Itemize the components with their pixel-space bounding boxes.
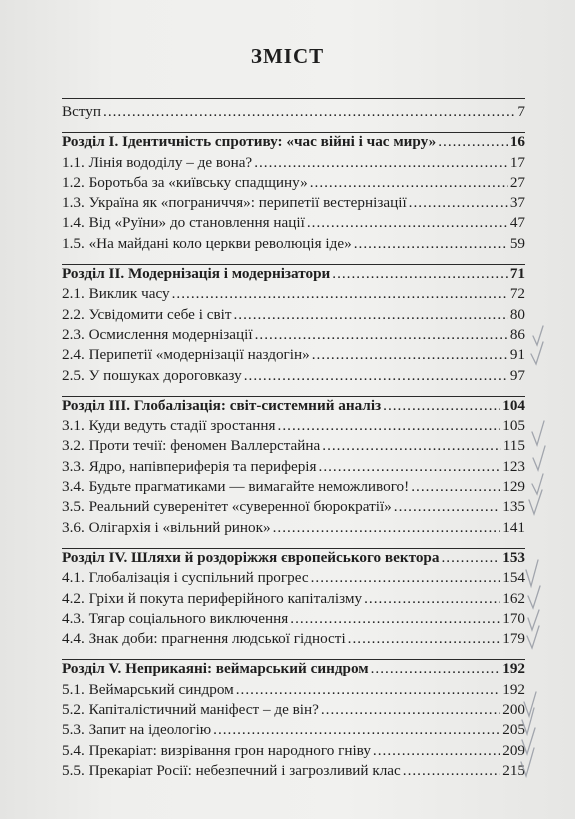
dot-leader: [409, 194, 508, 212]
dot-leader: [172, 285, 508, 303]
toc-entry-label: 2.2. Усвідомити себе і світ: [62, 305, 232, 323]
toc-entry-label: 1.4. Від «Руїни» до становлення нації: [62, 214, 305, 232]
dot-leader: [321, 701, 500, 719]
toc-entry: [62, 519, 525, 539]
toc-entry-label: 5.4. Прекаріат: визрівання грон народного гніву: [62, 741, 371, 759]
dot-leader: [364, 590, 500, 608]
toc-entry-label: 3.4. Будьте прагматиками — вимагайте неможливого!: [62, 478, 410, 496]
toc-page-number: 135: [502, 498, 525, 516]
dot-leader: [312, 346, 508, 364]
toc-entry-label: 4.2. Гріхи й покута периферійного капіталізму: [62, 589, 363, 607]
toc-page-number: 27: [509, 173, 525, 191]
dot-leader: [411, 478, 500, 496]
toc-entry: [62, 326, 525, 346]
toc-chapter: [62, 397, 525, 417]
dot-leader: [354, 235, 508, 253]
dot-leader: [234, 306, 508, 324]
dot-leader: [213, 721, 500, 739]
toc-entry-label: 1.1. Лінія вододілу – де вона?: [62, 153, 253, 171]
toc-entry-intro: [62, 103, 525, 123]
toc-entry-label: 3.1. Куди ведуть стадії зростання: [62, 417, 276, 435]
dot-leader: [438, 133, 508, 151]
toc-page-number: 192: [502, 680, 525, 698]
toc-entry-label: 4.1. Глобалізація і суспільний прогрес: [62, 569, 309, 587]
toc-entry-label: 2.3. Осмислення модернізації: [62, 325, 253, 343]
toc-chapter: [62, 133, 525, 153]
toc-page-number: 205: [502, 721, 525, 739]
toc-entry-label: 3.5. Реальний суверенітет «суверенної бюрократії»: [62, 498, 392, 516]
toc-page-number: 200: [502, 701, 525, 719]
toc-entry: [62, 590, 525, 610]
toc-page-number: 91: [509, 346, 525, 364]
dot-leader: [244, 367, 508, 385]
toc-entry: [62, 478, 525, 498]
toc-entry-label: 1.2. Боротьба за «київську спадщину»: [62, 173, 308, 191]
table-of-contents: [62, 98, 525, 782]
toc-page-number: 72: [509, 285, 525, 303]
toc-entry: [62, 762, 525, 782]
toc-entry: [62, 742, 525, 762]
dot-leader: [255, 326, 508, 344]
toc-entry-label: 2.5. У пошуках дороговказу: [62, 366, 242, 384]
toc-entry-label: 5.1. Веймарський синдром: [62, 680, 234, 698]
toc-entry: [62, 367, 525, 387]
check-mark-icon: [528, 586, 540, 608]
check-mark-icon: [532, 474, 543, 494]
toc-page-number: 80: [509, 305, 525, 323]
check-mark-icon: [533, 446, 545, 470]
toc-page-number: 170: [502, 609, 525, 627]
toc-page-number: 104: [502, 396, 525, 414]
toc-page-number: 141: [502, 518, 525, 536]
section-divider: [62, 98, 525, 99]
check-mark-icon: [527, 626, 539, 648]
toc-page-number: 86: [509, 325, 525, 343]
toc-entry-label: 4.4. Знак доби: прагнення людської гідності: [62, 630, 346, 648]
dot-leader: [348, 630, 501, 648]
toc-page-number: 209: [502, 741, 525, 759]
toc-entry: [62, 235, 525, 255]
page-title: ЗМІСТ: [250, 44, 325, 68]
toc-entry: [62, 174, 525, 194]
dot-leader: [373, 742, 500, 760]
toc-page-number: 7: [517, 103, 525, 120]
toc-page-number: 192: [502, 660, 525, 678]
dot-leader: [273, 519, 501, 537]
toc-entry: [62, 285, 525, 305]
dot-leader: [103, 103, 515, 121]
check-mark-icon: [528, 610, 539, 630]
toc-entry-label: Вступ: [62, 103, 102, 120]
dot-leader: [290, 610, 500, 628]
check-mark-icon: [531, 342, 543, 364]
toc-page-number: 105: [502, 417, 525, 435]
toc-chapter-label: Розділ IV. Шляхи й роздоріжжя європейського вектора: [62, 548, 440, 566]
toc-entry: [62, 306, 525, 326]
dot-leader: [322, 437, 501, 455]
check-mark-icon: [529, 490, 542, 514]
toc-entry-label: 1.5. «На майдані коло церкви революція іде»: [62, 234, 352, 252]
toc-chapter-label: Розділ V. Неприкаяні: веймарський синдром: [62, 660, 369, 678]
toc-entry: [62, 630, 525, 650]
toc-page-number: 115: [502, 437, 525, 455]
check-mark-icon: [533, 326, 543, 345]
dot-leader: [383, 397, 500, 415]
toc-entry: [62, 346, 525, 366]
toc-entry: [62, 681, 525, 701]
toc-page-number: 37: [509, 194, 525, 212]
toc-page-number: 17: [509, 153, 525, 171]
toc-entry-label: 2.4. Перипетії «модернізації наздогін»: [62, 346, 310, 364]
dot-leader: [441, 549, 500, 567]
toc-entry: [62, 610, 525, 630]
toc-page-number: 153: [502, 548, 525, 566]
toc-entry: [62, 154, 525, 174]
dot-leader: [254, 154, 508, 172]
toc-entry-label: 4.3. Тягар соціального виключення: [62, 609, 289, 627]
toc-entry-label: 5.3. Запит на ідеологію: [62, 721, 212, 739]
dot-leader: [394, 498, 500, 516]
toc-entry-label: 2.1. Виклик часу: [62, 285, 170, 303]
toc-chapter: [62, 660, 525, 680]
dot-leader: [307, 214, 508, 232]
toc-entry-label: 5.5. Прекаріат Росії: небезпечний і загрозливий клас: [62, 761, 401, 779]
check-mark-icon: [532, 421, 544, 445]
dot-leader: [371, 660, 501, 678]
dot-leader: [403, 762, 500, 780]
toc-entry-label: 5.2. Капіталістичний маніфест – де він?: [62, 701, 319, 719]
toc-entry-label: 3.2. Проти течії: феномен Валлерстайна: [62, 437, 321, 455]
toc-entry: [62, 417, 525, 437]
toc-entry: [62, 458, 525, 478]
toc-chapter-label: Розділ І. Ідентичність спротиву: «час війні і час миру»: [62, 133, 437, 151]
toc-page-number: 154: [502, 569, 525, 587]
toc-chapter-label: Розділ ІІ. Модернізація і модернізатори: [62, 265, 331, 283]
toc-entry: [62, 437, 525, 457]
toc-entry: [62, 214, 525, 234]
toc-chapter-label: Розділ ІІІ. Глобалізація: світ-системний аналіз: [62, 396, 382, 414]
toc-page-number: 129: [502, 478, 525, 496]
toc-page-number: 59: [509, 234, 525, 252]
toc-page-number: 97: [509, 366, 525, 384]
dot-leader: [236, 681, 500, 699]
dot-leader: [278, 417, 501, 435]
toc-entry-label: 3.3. Ядро, напівпериферія та периферія: [62, 457, 317, 475]
check-mark-icon: [524, 692, 536, 716]
toc-page-number: 215: [502, 761, 525, 779]
toc-page-number: 47: [509, 214, 525, 232]
toc-entry: [62, 194, 525, 214]
check-mark-icon: [526, 560, 538, 586]
toc-entry: [62, 569, 525, 589]
dot-leader: [319, 458, 501, 476]
toc-page-number: 16: [509, 133, 525, 151]
toc-page-number: 123: [502, 457, 525, 475]
toc-entry: [62, 721, 525, 741]
toc-page-number: 179: [502, 630, 525, 648]
toc-entry: [62, 498, 525, 518]
toc-chapter: [62, 265, 525, 285]
dot-leader: [310, 174, 508, 192]
toc-page-number: 162: [502, 589, 525, 607]
dot-leader: [332, 265, 508, 283]
toc-entry: [62, 701, 525, 721]
toc-entry-label: 3.6. Олігархія і «вільний ринок»: [62, 518, 271, 536]
toc-page-number: 71: [509, 265, 525, 283]
dot-leader: [311, 569, 501, 587]
toc-entry-label: 1.3. Україна як «пограниччя»: перипетії вестернізації: [62, 194, 407, 212]
toc-chapter: [62, 549, 525, 569]
